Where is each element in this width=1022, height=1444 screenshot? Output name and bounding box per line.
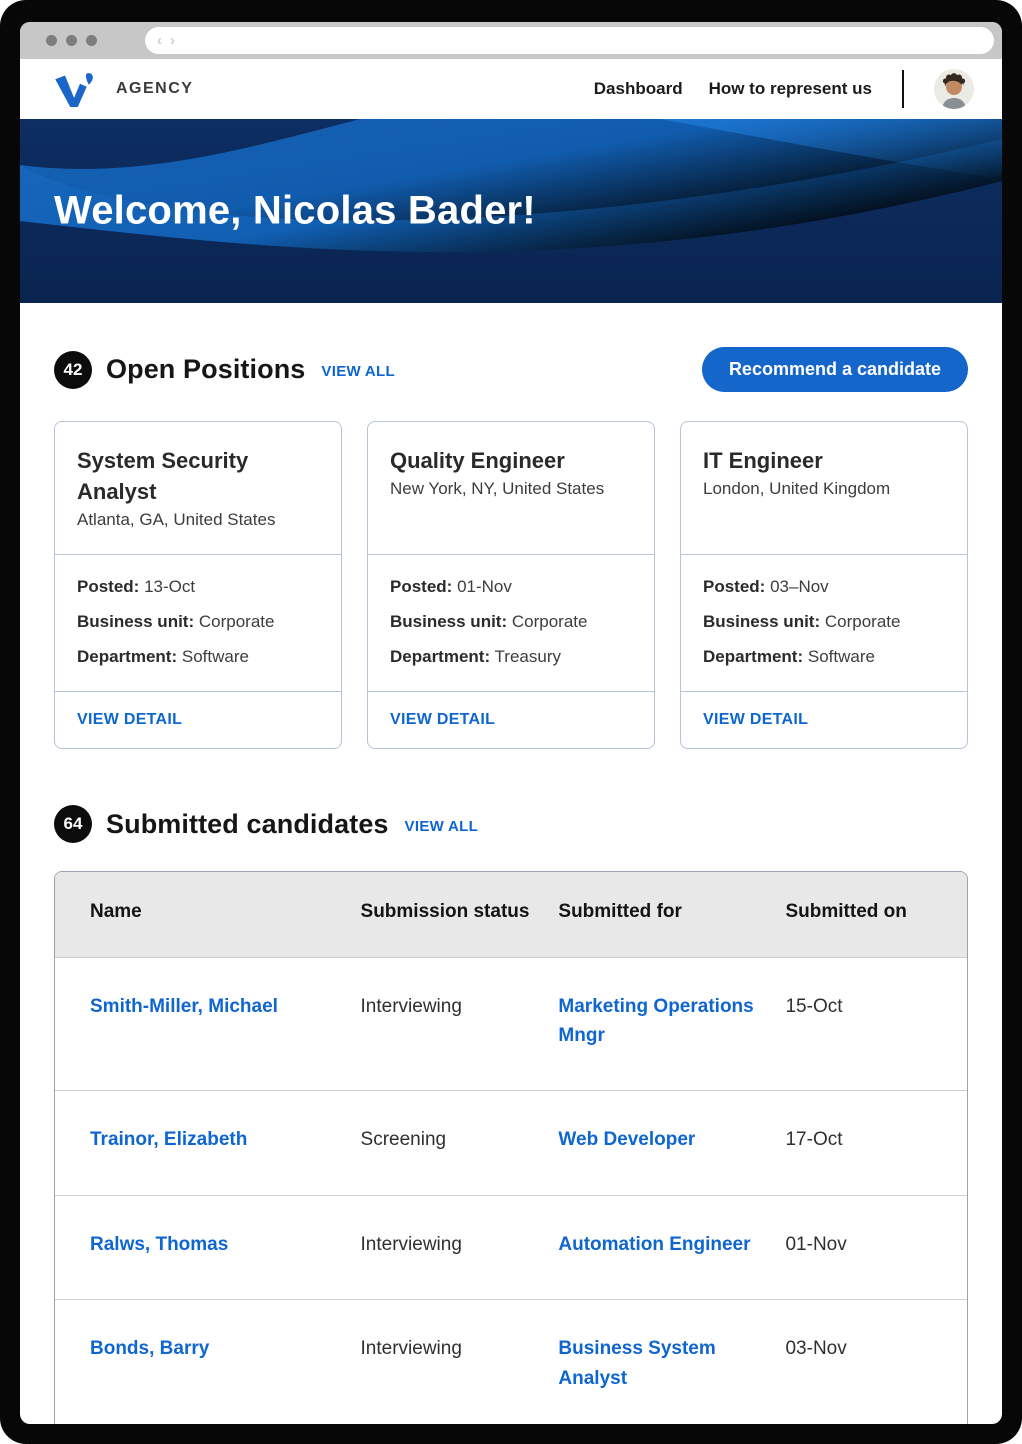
url-bar[interactable]	[145, 27, 994, 54]
submitted-on-date: 15-Oct	[785, 957, 967, 1091]
position-title: System Security Analyst	[77, 448, 249, 504]
page-content	[20, 303, 1002, 1424]
forward-icon[interactable]: ›	[170, 32, 175, 49]
position-card-header	[55, 422, 341, 555]
view-detail-link[interactable]: VIEW DETAIL	[390, 711, 496, 728]
column-header-submission-status: Submission status	[361, 872, 559, 957]
position-card-details	[368, 555, 654, 692]
open-positions-section	[54, 347, 968, 749]
back-icon[interactable]: ‹	[157, 32, 162, 49]
submitted-candidates-view-all-link[interactable]: VIEW ALL	[404, 817, 479, 835]
submitted-for-link[interactable]: Web Developer	[558, 1129, 696, 1151]
site-header	[20, 59, 1002, 119]
position-department	[703, 647, 945, 667]
browser-chrome	[20, 22, 1002, 59]
position-card	[680, 421, 968, 749]
window-control-dot[interactable]	[86, 35, 97, 46]
table-header-row	[55, 872, 967, 957]
submitted-candidates-section	[54, 805, 968, 1424]
nav-divider	[902, 70, 904, 108]
window-control-dot[interactable]	[66, 35, 77, 46]
hero-banner	[20, 119, 1002, 303]
v-logo-icon	[54, 71, 94, 107]
column-header-name: Name	[55, 872, 361, 957]
posted-value: 03–Nov	[770, 577, 829, 596]
candidate-name-link[interactable]: Bonds, Barry	[90, 1338, 210, 1360]
department-value: Software	[181, 647, 249, 666]
window-control-dot[interactable]	[46, 35, 57, 46]
candidate-name-link[interactable]: Trainor, Elizabeth	[90, 1129, 248, 1151]
position-card	[367, 421, 655, 749]
department-value: Software	[807, 647, 875, 666]
avatar-photo-icon	[934, 69, 974, 109]
business-unit-value: Corporate	[824, 612, 901, 631]
submitted-for-link[interactable]: Business System Analyst	[558, 1338, 716, 1389]
position-card-footer	[55, 692, 341, 748]
position-title: Quality Engineer	[390, 448, 565, 473]
business-unit-value: Corporate	[198, 612, 275, 631]
position-card	[54, 421, 342, 749]
submitted-on-date: 01-Nov	[785, 1195, 967, 1299]
position-card-header	[681, 422, 967, 555]
position-card-footer	[681, 692, 967, 748]
main-nav	[594, 69, 974, 109]
brand[interactable]	[54, 71, 193, 107]
submission-status: Screening	[361, 1091, 559, 1195]
candidate-name-link[interactable]: Ralws, Thomas	[90, 1233, 229, 1255]
open-positions-view-all-link[interactable]: VIEW ALL	[321, 363, 395, 380]
recommend-candidate-button[interactable]: Recommend a candidate	[702, 347, 968, 392]
submitted-candidates-title: Submitted candidates	[106, 808, 389, 839]
business-unit-label: Business unit:	[390, 612, 508, 631]
submitted-candidates-count-badge: 64	[54, 805, 92, 843]
user-avatar[interactable]	[934, 69, 974, 109]
column-header-submitted-for: Submitted for	[558, 872, 785, 957]
department-label: Department:	[77, 647, 178, 666]
submitted-for-link[interactable]: Marketing Operations Mngr	[558, 995, 754, 1046]
submitted-on-date: 17-Oct	[785, 1091, 967, 1195]
submitted-for-link[interactable]: Automation Engineer	[558, 1233, 751, 1255]
open-positions-header	[54, 347, 968, 392]
position-department	[77, 647, 319, 667]
department-label: Department:	[703, 647, 804, 666]
submission-status: Interviewing	[361, 1300, 559, 1424]
table-row	[55, 1195, 967, 1299]
candidate-name-link[interactable]: Smith-Miller, Michael	[90, 995, 278, 1017]
position-posted	[390, 577, 632, 597]
nav-item-dashboard[interactable]: Dashboard	[593, 79, 683, 98]
table-row	[55, 1300, 967, 1424]
position-posted	[77, 577, 319, 597]
position-card-details	[681, 555, 967, 692]
submitted-on-date: 03-Nov	[785, 1300, 967, 1424]
position-department	[390, 647, 632, 667]
open-positions-count-badge: 42	[54, 351, 92, 389]
business-unit-label: Business unit:	[703, 612, 821, 631]
brand-name: AGENCY	[116, 80, 194, 97]
business-unit-label: Business unit:	[77, 612, 195, 631]
table-row	[55, 957, 967, 1091]
position-business-unit	[703, 612, 945, 632]
department-value: Treasury	[494, 647, 561, 666]
position-location: New York, NY, United States	[390, 478, 605, 498]
position-location: London, United Kingdom	[703, 478, 891, 498]
position-card-details	[55, 555, 341, 692]
table-row	[55, 1091, 967, 1195]
position-title: IT Engineer	[703, 448, 823, 473]
position-posted	[703, 577, 945, 597]
nav-item-how-to-represent-us[interactable]: How to represent us	[708, 79, 872, 98]
submission-status: Interviewing	[361, 957, 559, 1091]
candidates-table	[55, 872, 967, 1424]
open-positions-title: Open Positions	[106, 354, 306, 384]
welcome-heading: Welcome, Nicolas Bader!	[54, 188, 536, 233]
view-detail-link[interactable]: VIEW DETAIL	[77, 711, 183, 728]
position-business-unit	[390, 612, 632, 632]
posted-label: Posted:	[77, 577, 140, 596]
candidates-table-container	[54, 871, 968, 1424]
view-detail-link[interactable]: VIEW DETAIL	[703, 711, 809, 728]
open-positions-cards	[54, 421, 968, 749]
position-location: Atlanta, GA, United States	[77, 509, 276, 529]
position-card-header	[368, 422, 654, 555]
submitted-candidates-header	[54, 805, 968, 843]
submission-status: Interviewing	[361, 1195, 559, 1299]
posted-value: 13-Oct	[144, 577, 196, 596]
department-label: Department:	[390, 647, 491, 666]
posted-label: Posted:	[703, 577, 766, 596]
column-header-submitted-on: Submitted on	[785, 872, 967, 957]
business-unit-value: Corporate	[511, 612, 588, 631]
posted-value: 01-Nov	[457, 577, 512, 596]
position-card-footer	[368, 692, 654, 748]
window-controls	[46, 35, 97, 46]
browser-window	[20, 22, 1002, 1424]
posted-label: Posted:	[390, 577, 453, 596]
position-business-unit	[77, 612, 319, 632]
